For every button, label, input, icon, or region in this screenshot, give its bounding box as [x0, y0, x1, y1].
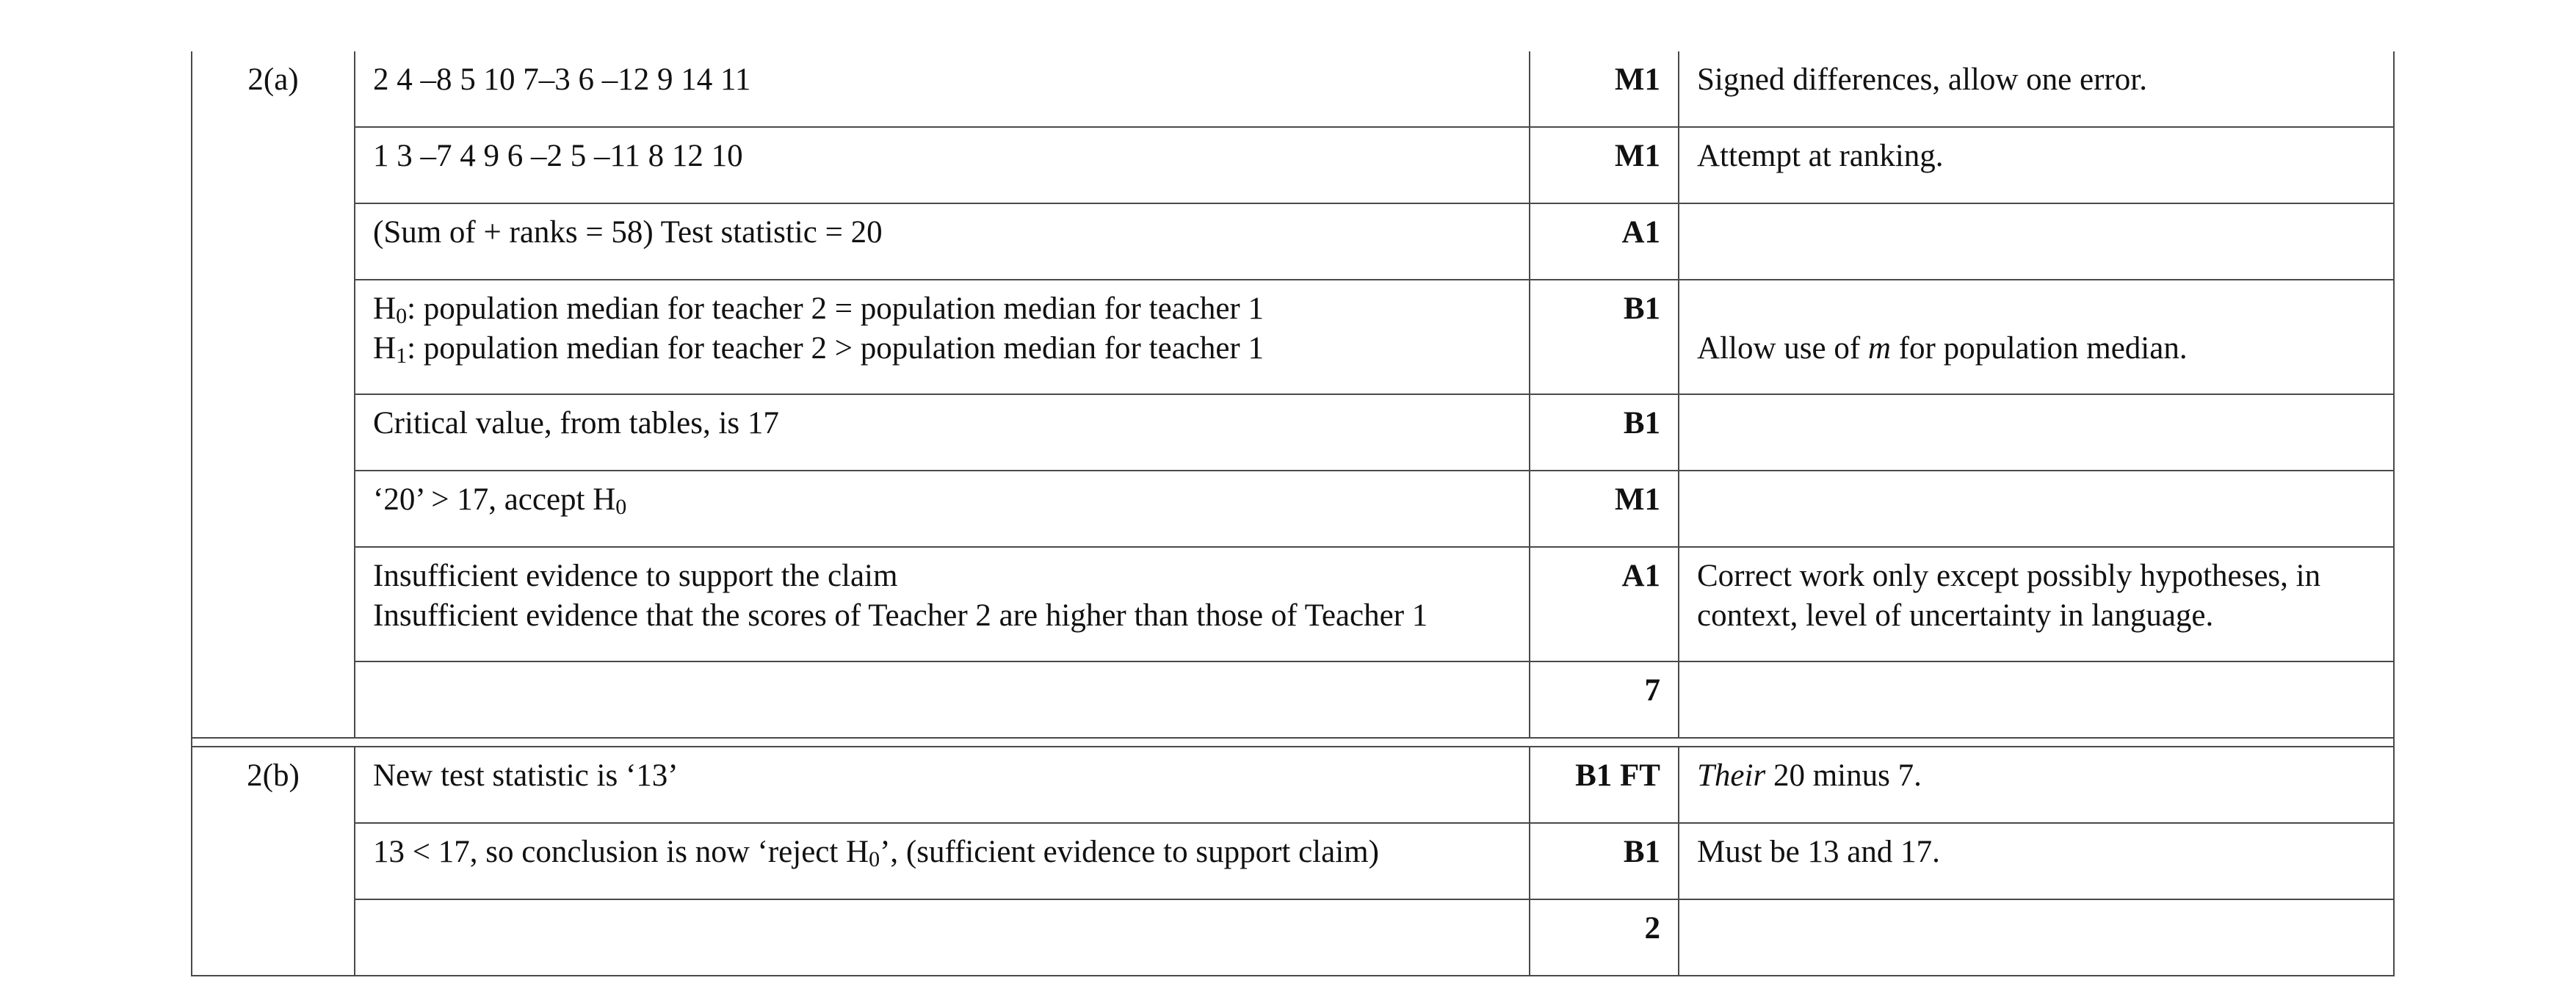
question-label: 2(b) [192, 747, 355, 976]
h1-text: : population median for teacher 2 > population median for teacher 1 [407, 331, 1264, 366]
mark-cell: M1 [1530, 471, 1679, 547]
answer-cell: New test statistic is ‘13’ [355, 747, 1530, 823]
comment-cell [1679, 547, 2394, 661]
comment-cell [1679, 661, 2394, 738]
mark-cell: M1 [1530, 51, 1679, 127]
mark-cell: B1 [1530, 394, 1679, 471]
h0-text: : population median for teacher 2 = population median for teacher 1 [407, 291, 1264, 326]
table-row [192, 661, 2394, 738]
signed-differences: 2 4 –8 5 10 7–3 6 –12 9 14 11 [373, 62, 751, 97]
comment-cell: Must be 13 and 17. [1679, 823, 2394, 899]
answer-subscript: 0 [869, 847, 880, 871]
h0-subscript: 0 [396, 304, 408, 328]
comment-cell: Attempt at ranking. [1679, 127, 2394, 203]
table-row [192, 823, 2394, 899]
table-row [192, 747, 2394, 823]
h1-symbol: H [373, 331, 397, 366]
comment-italic: m [1867, 331, 1891, 366]
mark-scheme-page [191, 51, 2395, 976]
comment-pre: Allow use of [1697, 331, 1868, 366]
separator-cell [1679, 738, 2394, 747]
comment-post: 20 minus 7. [1765, 758, 1922, 793]
section-separator [192, 738, 2394, 747]
answer-cell: Critical value, from tables, is 17 [355, 394, 1530, 471]
separator-cell [192, 738, 355, 747]
answer-cell [355, 823, 1530, 899]
answer-text: 13 < 17, so conclusion is now ‘reject H [373, 835, 869, 869]
null-hypothesis [373, 289, 1511, 329]
answer-cell [355, 127, 1530, 203]
table-row [192, 471, 2394, 547]
answer-cell [355, 661, 1530, 738]
answer-text: ‘20’ > 17, accept H [373, 482, 616, 517]
answer-cell [355, 899, 1530, 976]
ranks: 1 3 –7 4 9 6 –2 5 –11 8 12 10 [373, 139, 743, 173]
total-mark-cell: 2 [1530, 899, 1679, 976]
answer-cell [355, 51, 1530, 127]
mark-cell: A1 [1530, 547, 1679, 661]
comment-cell [1679, 280, 2394, 394]
comment-cell [1679, 899, 2394, 976]
comment-italic: Their [1697, 758, 1766, 793]
table-row [192, 127, 2394, 203]
comment-cell: Signed differences, allow one error. [1679, 51, 2394, 127]
mark-cell: M1 [1530, 127, 1679, 203]
mark-scheme-table [191, 51, 2395, 976]
mark-cell: A1 [1530, 203, 1679, 280]
table-row [192, 51, 2394, 127]
table-row [192, 547, 2394, 661]
separator-cell [355, 738, 1530, 747]
comment-text: Correct work only except possibly hypotheses, in context, level of uncertainty in language. [1697, 559, 2321, 633]
conclusion-line-1: Insufficient evidence to support the claim [373, 559, 898, 593]
table-row [192, 203, 2394, 280]
comment-cell [1679, 203, 2394, 280]
comment-post: for population median. [1890, 331, 2188, 366]
mark-cell: B1 [1530, 280, 1679, 394]
h1-subscript: 1 [396, 344, 408, 368]
table-row [192, 899, 2394, 976]
comment-cell [1679, 747, 2394, 823]
answer-subscript: 0 [615, 495, 627, 519]
question-label: 2(a) [192, 51, 355, 738]
comment-cell [1679, 471, 2394, 547]
total-mark-cell: 7 [1530, 661, 1679, 738]
separator-cell [1530, 738, 1679, 747]
mark-cell: B1 [1530, 823, 1679, 899]
mark-cell: B1 FT [1530, 747, 1679, 823]
comment-cell [1679, 394, 2394, 471]
comment-text [1697, 329, 2376, 369]
answer-text-post: ’, (sufficient evidence to support claim) [880, 835, 1379, 869]
answer-cell [355, 547, 1530, 661]
answer-cell: (Sum of + ranks = 58) Test statistic = 20 [355, 203, 1530, 280]
conclusion-line-2: Insufficient evidence that the scores of Teacher 2 are higher than those of Teacher 1 [373, 598, 1428, 633]
table-row [192, 280, 2394, 394]
h0-symbol: H [373, 291, 397, 326]
alternative-hypothesis [373, 329, 1511, 369]
answer-cell [355, 471, 1530, 547]
answer-cell [355, 280, 1530, 394]
table-row [192, 394, 2394, 471]
